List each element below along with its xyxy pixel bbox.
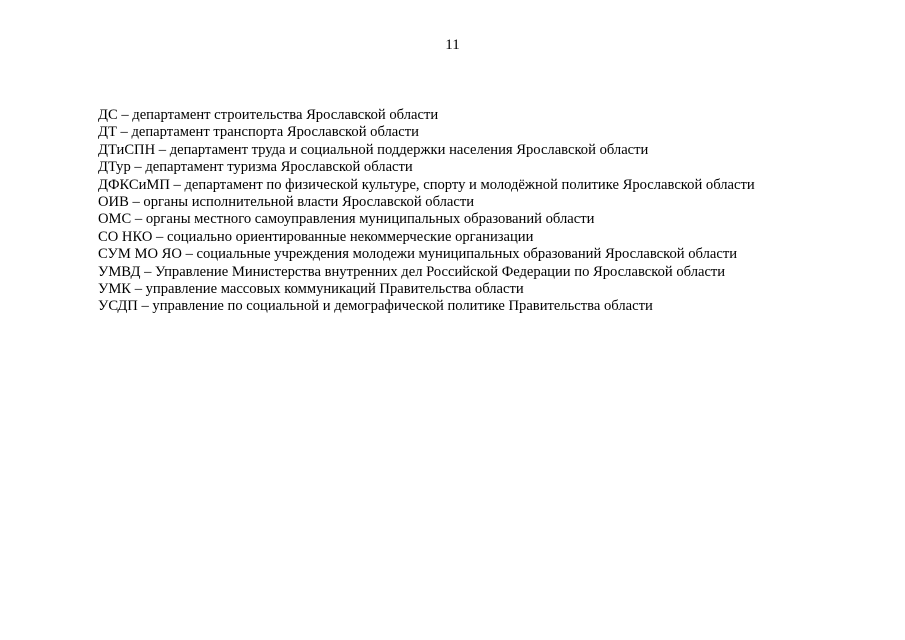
abbreviation-item-dtispn: ДТиСПН – департамент труда и социальной поддержки населения Ярославской области: [98, 141, 649, 158]
abbreviation-item-umvd: УМВД – Управление Министерства внутренних дел Российской Федерации по Ярославской области: [98, 263, 726, 280]
abbreviation-item-dtur: ДТур – департамент туризма Ярославской области: [98, 159, 413, 176]
abbreviation-item-oms: ОМС – органы местного самоуправления муниципальных образований области: [98, 211, 595, 228]
abbreviation-item-ds: ДС – департамент строительства Ярославской области: [98, 107, 439, 123]
abbreviation-item-so-nko: СО НКО – социально ориентированные некоммерческие организации: [98, 228, 534, 245]
abbreviation-item-dfksimp: ДФКСиМП – департамент по физической культуре, спорту и молодёжной политике Ярославской области: [98, 176, 755, 193]
abbreviation-item-dt: ДТ – департамент транспорта Ярославской области: [98, 124, 419, 141]
abbreviation-item-sum-mo-yao: СУМ МО ЯО – социальные учреждения молодежи муниципальных образований Ярославской области: [98, 246, 738, 263]
abbreviation-item-usdp: УСДП – управление по социальной и демографической политике Правительства области: [98, 298, 653, 315]
page-number: 11: [445, 37, 460, 53]
abbreviation-list: [98, 107, 755, 316]
abbreviation-item-oiv: ОИВ – органы исполнительной власти Ярославской области: [98, 194, 475, 211]
abbreviation-item-umk: УМК – управление массовых коммуникаций Правительства области: [98, 281, 524, 298]
